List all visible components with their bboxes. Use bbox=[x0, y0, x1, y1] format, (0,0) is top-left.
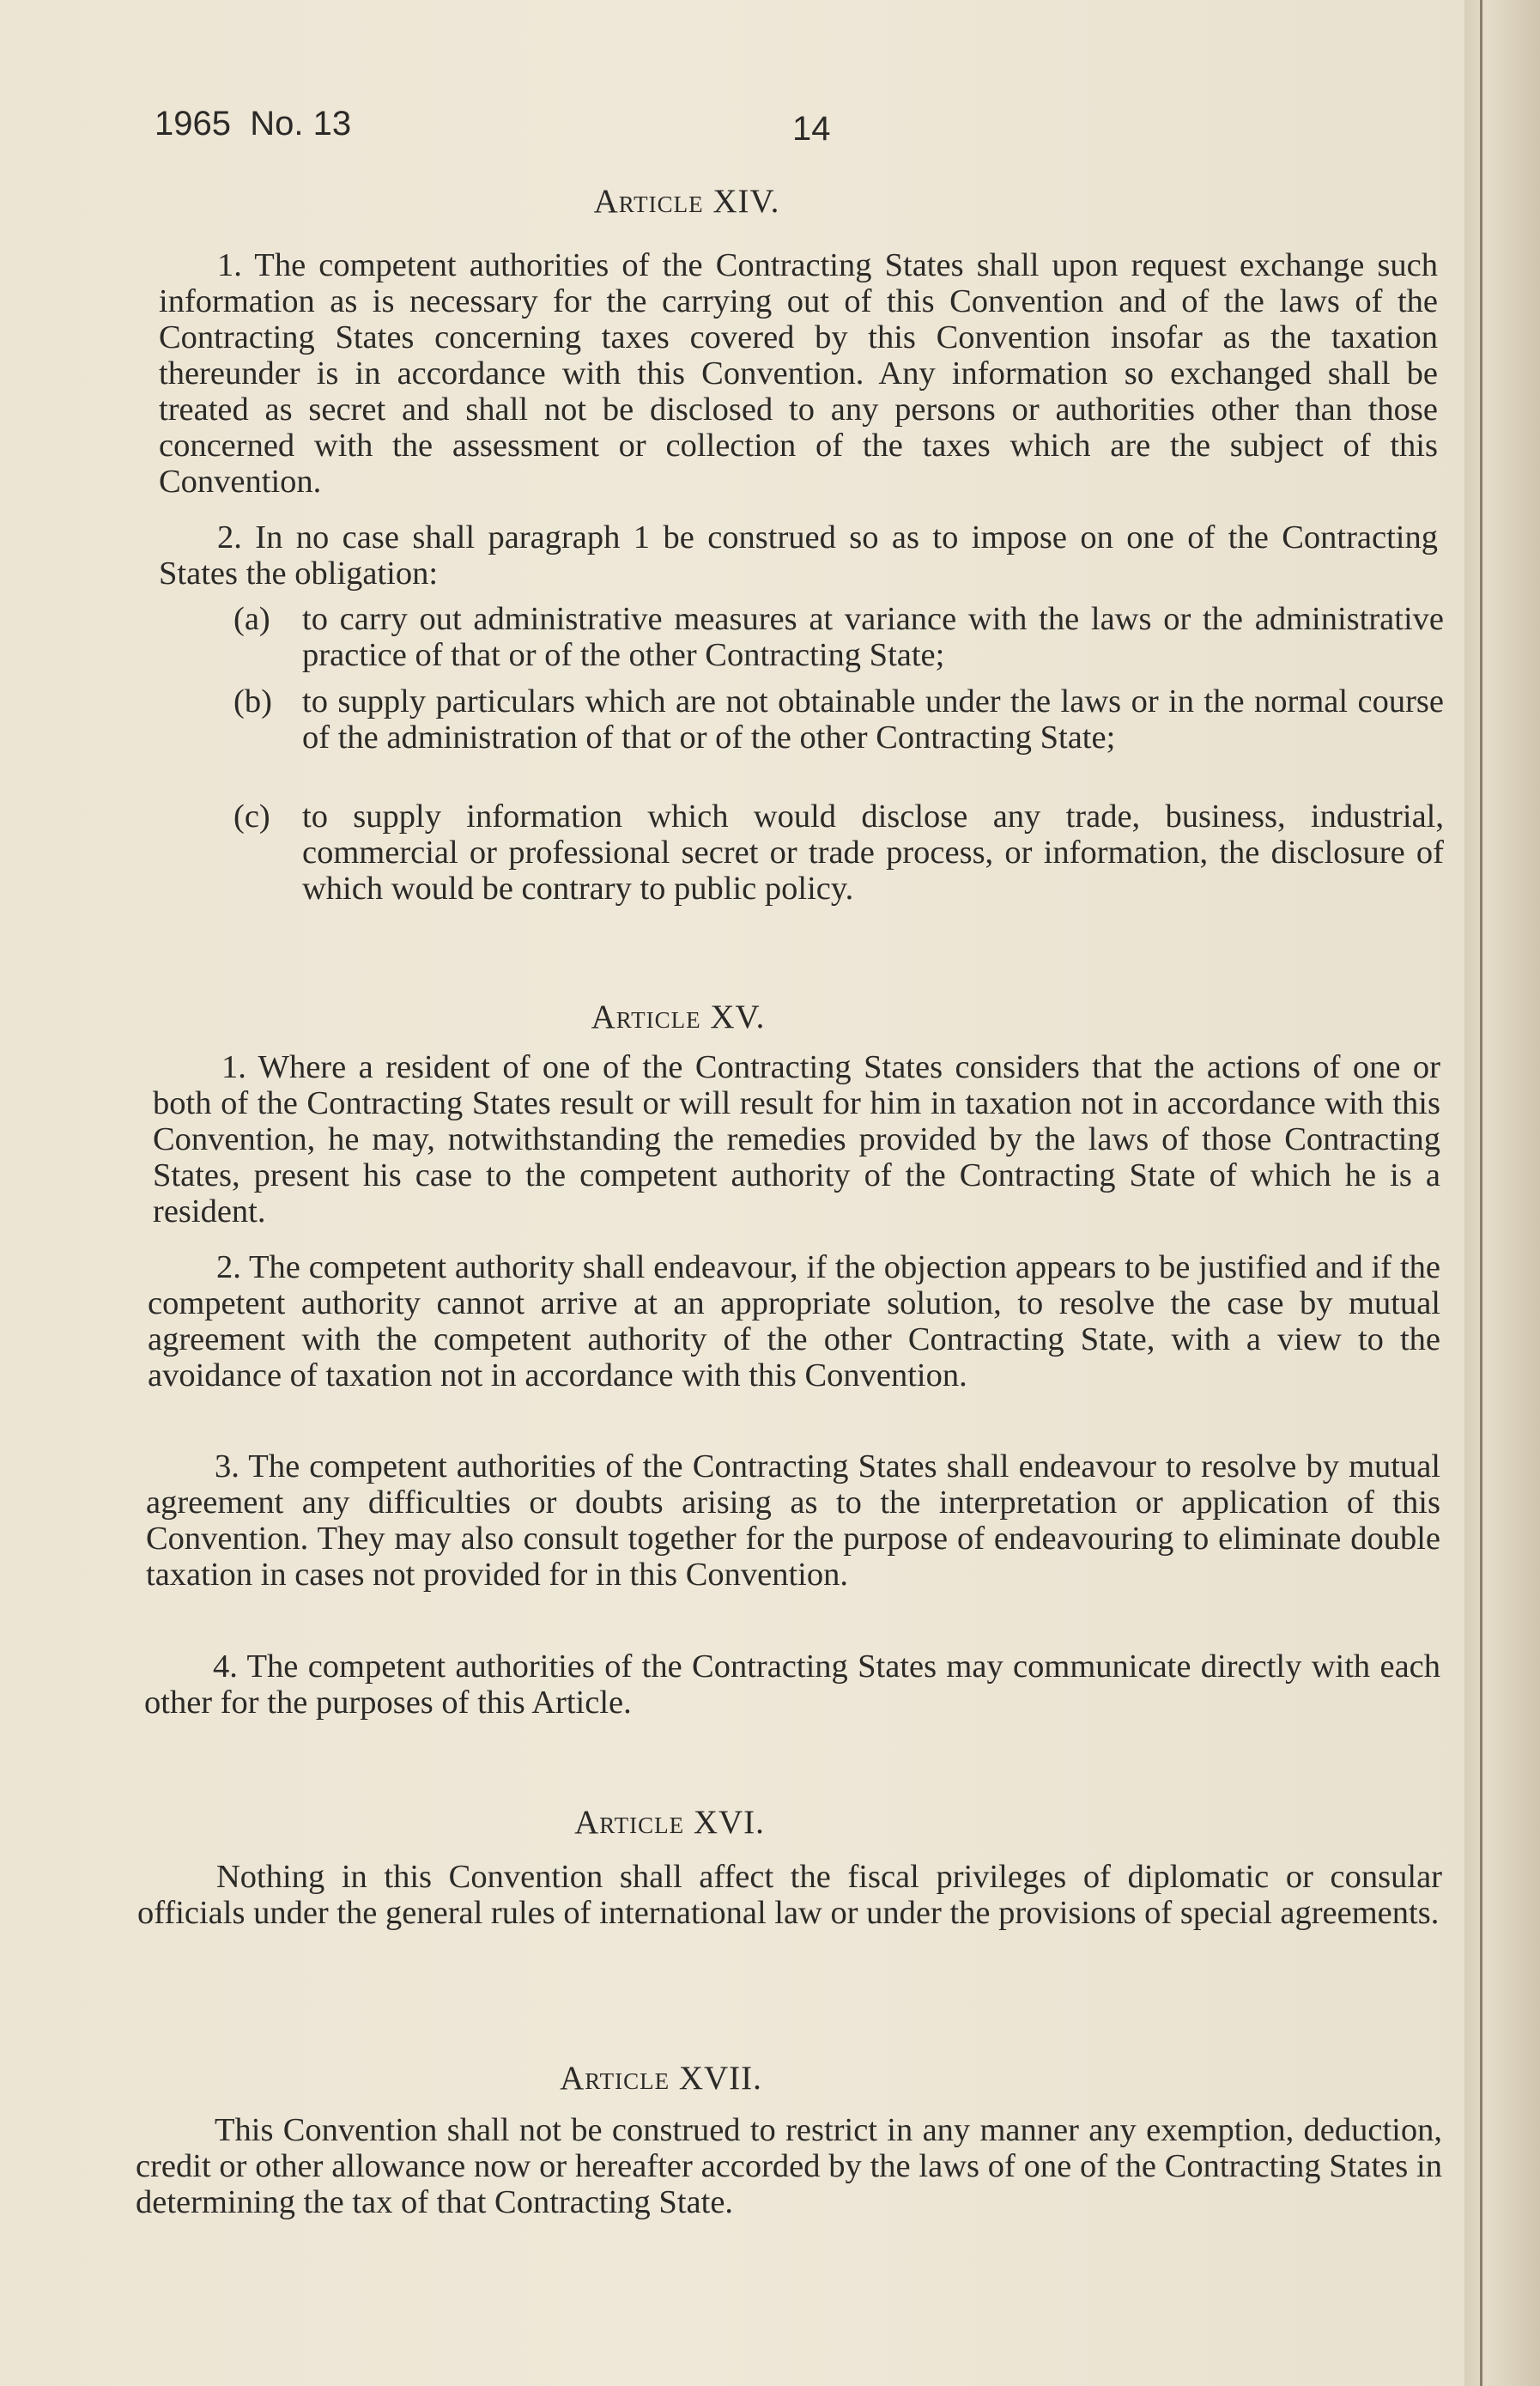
article-xvi-title: Article XVI. bbox=[574, 1804, 765, 1841]
article-xv-paragraph-4: 4. The competent authorities of the Contracting States may communicate directly with each other for the purposes of this Article. bbox=[144, 1648, 1440, 1721]
article-xvii-title: Article XVII. bbox=[560, 2060, 762, 2097]
binding-edge-line bbox=[1480, 0, 1482, 2386]
item-b-text: to supply particulars which are not obtainable under the laws or in the normal course of the administration of that or of the other Contracting State; bbox=[302, 683, 1444, 756]
article-xiv-paragraph-2: 2. In no case shall paragraph 1 be construed so as to impose on one of the Contracting States the obligation: bbox=[159, 519, 1438, 592]
binding-gutter bbox=[1464, 0, 1540, 2386]
article-xiv-title: Article XIV. bbox=[593, 183, 780, 220]
article-xiv-item-c bbox=[233, 798, 1444, 910]
article-xiv-paragraph-1: 1. The competent authorities of the Contracting States shall upon request exchange such information as is necessary for the carrying out of this Convention and of the laws of the Contracting States concerning taxes covered by this Convention insofar as the taxation thereunder is in accordance with this Convention. Any information so exchanged shall be treated as secret and shall not be disclosed to any persons or authorities other than those concerned with the assessment or collection of the taxes which are the subject of this Convention. bbox=[159, 247, 1438, 500]
article-xiv-item-a bbox=[233, 601, 1444, 678]
item-a-text: to carry out administrative measures at variance with the laws or the administrative practice of that or of the other Contracting State; bbox=[302, 601, 1444, 673]
item-c-text: to supply information which would disclose any trade, business, industrial, commercial or professional secret or trade process, or information, the disclosure of which would be contrary to public policy. bbox=[302, 798, 1444, 907]
page-number: 14 bbox=[792, 110, 831, 148]
document-citation: 1965 No. 13 bbox=[155, 105, 352, 143]
article-xv-paragraph-3: 3. The competent authorities of the Contracting States shall endeavour to resolve by mutual agreement any difficulties or doubts arising as to the interpretation or application of this Convention. They may also consult together for the purpose of endeavouring to eliminate double taxation in cases not provided for in this Convention. bbox=[146, 1448, 1440, 1593]
item-b-label: (b) bbox=[233, 683, 272, 719]
item-c-label: (c) bbox=[233, 798, 270, 835]
article-xiv-item-b bbox=[233, 683, 1444, 795]
article-xvii-paragraph-1: This Convention shall not be construed to restrict in any manner any exemption, deduction, credit or other allowance now or hereafter accorded by the laws of one of the Contracting States in determining the tax of that Contracting State. bbox=[136, 2112, 1442, 2220]
article-xvi-paragraph-1: Nothing in this Convention shall affect the fiscal privileges of diplomatic or consular officials under the general rules of international law or under the provisions of special agreements. bbox=[137, 1859, 1442, 1931]
article-xv-paragraph-1: 1. Where a resident of one of the Contracting States considers that the actions of one or both of the Contracting States result or will result for him in taxation not in accordance with this Convention, he may, notwithstanding the remedies provided by the laws of those Contracting States, present his case to the competent authority of the Contracting State of which he is a resident. bbox=[153, 1049, 1440, 1229]
article-xv-paragraph-2: 2. The competent authority shall endeavour, if the objection appears to be justified and if the competent authority cannot arrive at an appropriate solution, to resolve the case by mutual agreement with the competent authority of the other Contracting State, with a view to the avoidance of taxation not in accordance with this Convention. bbox=[148, 1249, 1440, 1393]
article-xv-title: Article XV. bbox=[591, 999, 766, 1035]
item-a-label: (a) bbox=[233, 601, 270, 637]
